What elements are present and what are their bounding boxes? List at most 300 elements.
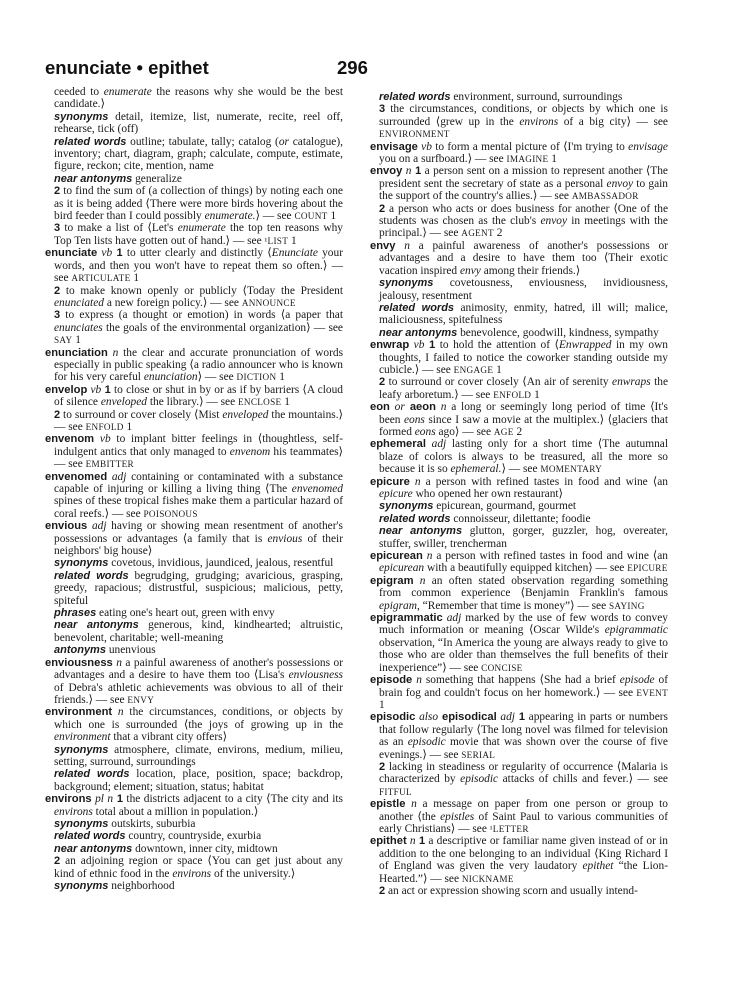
definition-text: since I saw a movie at the multiplex.⟩ ⟨glaciers that formed [379, 413, 668, 438]
definition-text: a long or seemingly long period of time ⟨It's been [379, 401, 668, 426]
definition-text: of the university.⟩ [211, 867, 296, 880]
dictionary-entry [370, 550, 668, 575]
part-of-speech: vb [417, 140, 432, 153]
entry-subsection [45, 136, 343, 173]
dictionary-entry [45, 657, 343, 707]
definition-text: of Saint Paul to various communities of early Christians⟩ — see [379, 810, 668, 835]
definition-text: the top ten reasons why Top Ten lists have gotten out of hand.⟩ — see [54, 222, 343, 247]
sense-number: 1 [411, 165, 422, 178]
definition-text: country, countryside, exurbia [125, 830, 262, 843]
definition-text: glutton, gorger, guzzler, hog, overeater, stuffer, swiller, trencherman [379, 525, 668, 550]
definition-text: something that happens ⟨She had a brief [421, 674, 620, 687]
definition-text: 1 [531, 388, 540, 401]
dictionary-entry [370, 612, 668, 674]
definition-text: 2 [493, 227, 503, 240]
headword: envisage [370, 140, 418, 153]
section-label: synonyms [379, 277, 434, 290]
part-of-speech: n [409, 475, 421, 488]
sense-number: 1 [424, 339, 436, 352]
section-label: near antonyms [54, 619, 139, 632]
definition-text: your words, and then you won't have to repeat them so often.⟩ — see [54, 247, 343, 285]
headword: episodic [370, 711, 416, 724]
definition-text: an act or expression showing scorn and usually intend- [385, 885, 638, 897]
example-italic: enwraps [612, 376, 651, 389]
right-column [370, 91, 668, 897]
entry-subsection [370, 376, 668, 401]
entry-subsection [370, 302, 668, 327]
entry-subsection [370, 525, 668, 550]
definition-text: detail, itemize, list, numerate, recite, reel off, rehearse, tick (off) [54, 110, 343, 136]
definition-text: containing or contaminated with a substance capable of injuring or killing a living thing ⟨The [54, 470, 343, 495]
example-italic: enveloped [100, 396, 147, 409]
definition-text: ⟩ — see [255, 210, 295, 223]
headword: ephemeral [370, 438, 426, 451]
definition-text: 1 [281, 396, 290, 409]
sense-number: 1 [112, 247, 123, 260]
definition-text: the circumstances, conditions, or objects by which one is surrounded ⟨grew up in the [379, 103, 668, 128]
headword: envoy [370, 165, 403, 178]
entry-subsection [370, 103, 668, 140]
section-label: synonyms [379, 500, 434, 513]
cross-reference: ANNOUNCE [241, 297, 296, 308]
definition-text: to find the sum of (a collection of things) by noting each one as it is being added ⟨There were more birds hovering about the bird feeder than I could possibly [54, 185, 343, 223]
part-of-speech: n [413, 574, 426, 587]
definition-text: among their friends.⟩ [480, 264, 581, 277]
dictionary-entry [370, 798, 668, 835]
definition-text: to utter clearly and distinctly ⟨ [122, 247, 272, 260]
definition-text: having or showing mean resentment of another's possessions or advantages ⟨a family that is [54, 520, 343, 545]
cross-reference: AGENT [461, 228, 494, 239]
headword: epicurean [370, 550, 423, 563]
entry-subsection [45, 557, 343, 569]
definition-text: the mountains.⟩ — see [54, 408, 343, 433]
section-label: near antonyms [54, 842, 133, 855]
dictionary-entry [370, 476, 668, 501]
dictionary-entry [45, 706, 343, 743]
example-italic: eons [403, 413, 425, 426]
definition-text: 1 [548, 153, 557, 166]
cross-reference: AMBASSADOR [571, 191, 639, 202]
part-of-speech: n [402, 165, 412, 178]
entry-subsection [45, 86, 343, 111]
entry-subsection [45, 855, 343, 880]
entry-subsection [45, 619, 343, 644]
definition-text: the reasons why she would be the best candidate.⟩ [54, 86, 344, 111]
sense-number: 2 [54, 185, 61, 198]
entry-subsection [45, 644, 343, 656]
cross-reference: CONCISE [481, 662, 523, 673]
headword: envious [45, 520, 88, 533]
dictionary-entry [370, 575, 668, 612]
definition-text: the leafy arboretum.⟩ — see [379, 376, 668, 401]
definition-text: begrudging, grudging; avaricious, grasping, greedy, rapacious; distrustful, suspicious; malicious, petty, spiteful [54, 569, 343, 607]
definition-text: atmosphere, climate, environs, medium, milieu, setting, surround, surroundings [54, 743, 343, 768]
definition-text: outskirts, suburbia [108, 817, 196, 830]
definition-text: 1 [327, 210, 337, 223]
definition-text: 1 [130, 272, 140, 285]
example-italic: enumerate. [204, 210, 256, 223]
definition-text: the library.⟩ — see [146, 396, 238, 409]
definition-text: to gain the support of the country's allies.⟩ — see [379, 177, 668, 203]
definition-text: you on a surfboard.⟩ — see [379, 153, 507, 166]
headword: envenomed [45, 470, 108, 483]
entry-subsection [370, 500, 668, 512]
entry-subsection [370, 513, 668, 525]
definition-text: to form a mental picture of ⟨I'm trying to [431, 140, 629, 153]
headword: epigram [370, 574, 414, 587]
cross-reference: COUNT [294, 211, 328, 222]
example-italic: enunciates [54, 321, 103, 334]
definition-text: 2 [513, 425, 523, 438]
definition-text: a new foreign policy.⟩ — see [103, 296, 242, 309]
dictionary-entry [45, 247, 343, 284]
example-italic: episodic [407, 736, 446, 749]
part-of-speech: vb [94, 433, 111, 446]
definition-text: a person sent on a mission to represent another ⟨The president sent the secretary of state as a personal [379, 165, 668, 190]
entry-subsection [45, 185, 343, 222]
cross-reference: SAY [54, 335, 73, 346]
left-column [45, 86, 343, 892]
headword: enunciation [45, 346, 108, 359]
sense-number: 2 [379, 885, 386, 897]
entry-subsection [45, 607, 343, 619]
definition-text: to implant bitter feelings in ⟨thoughtless, self-indulgent antics that only managed to [54, 433, 343, 458]
definition-text: a descriptive or familiar name given instead of or in addition to the one belonging to an individual ⟨King Richard I of England was given the very laudatory [379, 835, 668, 873]
definition-text: , “Remember that time is money”⟩ — see [416, 599, 609, 612]
definition-text: lacking in steadiness or regularity of occurrence ⟨Malaria is characterized by [379, 760, 668, 786]
dictionary-entry [370, 438, 668, 475]
cross-reference: EPICURE [627, 563, 668, 574]
entry-subsection [45, 222, 343, 247]
definition-text: of their neighbors' big house⟩ [54, 532, 343, 558]
definition-text: marked by the use of few words to convey much information or meaning ⟨Oscar Wilde's [379, 612, 668, 637]
entry-subsection [45, 285, 343, 310]
definition-text: a message on paper from one person or group to another ⟨the [379, 798, 668, 823]
cross-reference: ENGAGE [453, 364, 494, 375]
example-italic: enviousness [288, 669, 343, 682]
section-label: synonyms [54, 557, 109, 570]
section-label: phrases [54, 607, 97, 620]
dictionary-entry [45, 520, 343, 557]
definition-text: ago⟩ — see [435, 425, 494, 438]
example-italic: envious [267, 532, 303, 545]
headword: epithet [370, 835, 407, 848]
definition-text: of Debra's athletic achievements was obvious to all of their friends.⟩ — see [54, 681, 343, 706]
section-label: related words [379, 91, 451, 103]
entry-subsection [45, 768, 343, 793]
definition-text: 1 [288, 234, 297, 247]
entry-subsection [45, 880, 343, 892]
example-italic: enunciation [143, 371, 198, 384]
part-of-speech: vb [87, 383, 102, 396]
definition-text: who opened her own restaurant⟩ [412, 488, 563, 500]
entry-subsection [45, 173, 343, 185]
dictionary-entry [370, 835, 668, 885]
definition-text: spines of these tropical fishes make them a particular hazard of coral reefs.⟩ — see [54, 495, 343, 520]
cross-reference: SAYING [609, 600, 645, 611]
part-of-speech: n [112, 656, 122, 669]
definition-text: 1 [123, 420, 133, 433]
entry-subsection [370, 327, 668, 339]
entry-subsection [45, 570, 343, 607]
definition-text: ceeded to [54, 86, 104, 98]
definition-text: neighborhood [108, 880, 175, 892]
example-italic: epigram [379, 599, 417, 612]
example-italic: environs [172, 867, 212, 880]
definition-text: ⟩ — see [197, 371, 237, 384]
part-of-speech: n [405, 798, 417, 811]
headword: epicure [370, 475, 410, 488]
definition-text: 1 [72, 334, 81, 347]
entry-subsection [370, 91, 668, 103]
definition-text: to surround or cover closely ⟨Mist [60, 408, 223, 421]
section-label: related words [54, 569, 129, 582]
cross-reference: POISONOUS [143, 508, 198, 519]
headword: enviousness [45, 656, 113, 669]
example-italic: envy [459, 264, 481, 277]
definition-text: benevolence, goodwill, kindness, sympathy [457, 326, 659, 339]
example-italic: enveloped [222, 408, 269, 421]
section-label: related words [379, 301, 455, 314]
headword: envenom [45, 433, 95, 446]
definition-text: the goals of the environmental organization⟩ — see [102, 321, 343, 334]
definition-text: observation, “In America the young are always ready to give to those who are older than themselves the full benefits of their inexperience”⟩ — see [379, 636, 668, 674]
cross-reference: ARTICULATE [71, 273, 131, 284]
dictionary-entry [370, 674, 668, 711]
dictionary-entry [370, 240, 668, 277]
dictionary-entry [370, 711, 668, 761]
section-label: antonyms [54, 644, 106, 657]
definition-text: 1 [493, 363, 502, 376]
headword: environment [45, 706, 113, 719]
definition-text: appearing in parts or numbers that follow regularly ⟨The long novel was filmed for television as an [379, 711, 668, 749]
definition-text: downtown, inner city, midtown [132, 842, 278, 855]
definition-text: a person with refined tastes in food and wine ⟨an [432, 550, 668, 563]
part-of-speech: n [412, 674, 422, 687]
cross-reference: EVENT [636, 687, 668, 698]
section-label: synonyms [54, 817, 109, 830]
part-of-speech: or [389, 401, 405, 414]
headword: episodical [438, 711, 497, 724]
example-italic: or [278, 135, 289, 148]
definition-text: connoisseur, dilettante; foodie [450, 512, 591, 525]
sense-number: 2 [54, 855, 61, 868]
example-italic: enunciated [54, 296, 104, 309]
part-of-speech: adj [87, 520, 107, 533]
definition-text: to express (a thought or emotion) in words ⟨a paper that [60, 309, 343, 322]
cross-reference: ENFOLD [493, 389, 532, 400]
definition-text: “the Lion-Hearted.”⟩ — see [379, 860, 668, 885]
cross-reference: ¹LETTER [489, 823, 529, 834]
section-label: near antonyms [379, 326, 458, 339]
dictionary-entry [45, 471, 343, 521]
definition-text: 1 [379, 698, 385, 711]
definition-text: unenvious [105, 644, 156, 657]
sense-number: 3 [54, 309, 61, 322]
definition-text: eating one's heart out, green with envy [96, 607, 275, 620]
sense-number: 2 [379, 376, 386, 389]
section-label: synonyms [54, 110, 109, 123]
definition-text: 1 [276, 371, 285, 384]
example-italic: epigrammatic [604, 624, 668, 637]
part-of-speech: n [406, 835, 416, 848]
cross-reference: FITFUL [379, 786, 412, 797]
example-italic: epicurean [379, 562, 425, 575]
dictionary-entry [370, 339, 668, 376]
example-italic: enumerate [103, 86, 152, 98]
part-of-speech: adj [107, 470, 127, 483]
entry-subsection [45, 843, 343, 855]
headword: enwrap [370, 339, 410, 352]
example-italic: ephemeral. [450, 463, 502, 476]
definition-text: to make a list of ⟨Let's [60, 222, 178, 235]
sense-number: 2 [379, 202, 386, 215]
definition-text: of a big city⟩ — see [558, 115, 668, 128]
entry-subsection [45, 111, 343, 136]
sense-number: 2 [379, 760, 386, 773]
cross-reference: ENVY [127, 694, 155, 705]
cross-reference: ENFOLD [85, 421, 124, 432]
cross-reference: ENCLOSE [238, 397, 282, 408]
part-of-speech: pl n [91, 793, 114, 806]
cross-reference: ENVIRONMENT [379, 129, 450, 140]
example-italic: environs [54, 805, 93, 818]
part-of-speech: n [422, 550, 433, 563]
sense-number: 2 [54, 408, 61, 421]
definition-text: to make known openly or publicly ⟨Today the President [60, 284, 343, 297]
headword: eon [370, 401, 390, 414]
definition-text: ⟩ — see [501, 463, 541, 476]
definition-text: a person with refined tastes in food and wine ⟨an [420, 475, 668, 488]
definition-text: to surround or cover closely ⟨An air of serenity [385, 376, 613, 389]
dictionary-entry [45, 793, 343, 818]
cross-reference: MOMENTARY [540, 464, 603, 475]
part-of-speech: n [435, 401, 447, 414]
section-label: synonyms [54, 880, 109, 892]
example-italic: Enwrapped [558, 339, 612, 352]
headword: epistle [370, 798, 406, 811]
cross-reference: NICKNAME [461, 873, 514, 884]
definition-text: the circumstances, conditions, or objects by which one is surrounded ⟨the joys of growing up in the [54, 706, 343, 731]
headword: episode [370, 674, 413, 687]
dictionary-entry [45, 384, 343, 409]
definition-text: generous, kind, kindhearted; altruistic, benevolent, charitable; well-meaning [54, 619, 343, 644]
definition-text: total about a million in population.⟩ [92, 805, 259, 818]
dictionary-entry [45, 347, 343, 384]
sense-number: 3 [54, 222, 61, 235]
part-of-speech: adj [425, 438, 447, 451]
example-italic: envisage [628, 140, 668, 153]
definition-text: outline; tabulate, tally; catalog ( [126, 135, 279, 148]
part-of-speech: also [415, 711, 439, 724]
headword: aeon [404, 401, 436, 414]
definition-text: to hold the attention of ⟨ [435, 339, 559, 352]
part-of-speech: n [395, 239, 410, 252]
example-italic: envenom [229, 445, 271, 458]
headword: epigrammatic [370, 612, 443, 625]
part-of-speech: vb [97, 247, 113, 260]
sense-number: 1 [101, 383, 111, 396]
headword: enunciate [45, 247, 98, 260]
example-italic: epistles [440, 810, 475, 823]
definition-text: his teammates⟩ — see [54, 445, 343, 471]
definition-text: a person who acts or does business for another ⟨One of the students was chosen as the club's [379, 202, 668, 228]
cross-reference: DICTION [236, 372, 277, 383]
sense-number: 1 [514, 711, 525, 724]
section-label: related words [54, 768, 130, 781]
part-of-speech: n [112, 706, 124, 719]
dictionary-entry [370, 401, 668, 438]
definition-text: that a vibrant city offers⟩ [110, 731, 228, 744]
sense-number: 1 [113, 793, 123, 806]
example-italic: episodic [460, 773, 499, 786]
part-of-speech: adj [496, 711, 515, 724]
entry-subsection [45, 309, 343, 346]
section-label: near antonyms [54, 172, 133, 185]
definition-text: in my own thoughts, I failed to notice the coworker standing outside my cubicle.⟩ — see [379, 339, 668, 376]
definition-text: movie that was shown over the course of five evenings.⟩ — see [379, 736, 668, 761]
cross-reference: IMAGINE [506, 154, 549, 165]
example-italic: envoy [606, 177, 634, 190]
dictionary-entry [370, 165, 668, 202]
definition-text: with a beautifully equipped kitchen⟩ — see [424, 562, 628, 575]
dictionary-entry [45, 433, 343, 470]
sense-number: 2 [54, 284, 61, 297]
cross-reference: AGE [493, 426, 514, 437]
example-italic: epicure [379, 488, 413, 500]
definition-text: covetousness, enviousness, invidiousness, jealousy, resentment [379, 277, 668, 302]
definition-text: an often stated observation regarding something from common experience ⟨Benjamin Franklin's famous [379, 574, 668, 600]
example-italic: envenomed [291, 483, 343, 495]
example-italic: eons [414, 425, 436, 438]
section-label: related words [54, 830, 126, 843]
definition-text: location, place, position, space; backdrop, background; element; situation, status; habitat [54, 768, 343, 793]
definition-text: the clear and accurate pronunciation of words especially in public speaking ⟨a radio announcer who is known for his very careful [54, 346, 343, 384]
example-italic: episode [619, 674, 655, 687]
sense-number: 3 [379, 103, 386, 116]
cross-reference: ¹LIST [264, 235, 289, 246]
example-italic: envoy [540, 215, 567, 228]
entry-subsection [370, 277, 668, 302]
definition-text: in meetings with the principal.⟩ — see [379, 215, 668, 240]
definition-text: animosity, enmity, hatred, ill will; malice, maliciousness, spitefulness [379, 301, 668, 327]
example-italic: enumerate [177, 222, 226, 235]
definition-text: an adjoining region or space ⟨You can get just about any kind of ethnic food in the [54, 855, 343, 880]
example-italic: environment [54, 731, 111, 744]
entry-subsection [45, 818, 343, 830]
sense-number: 1 [415, 835, 426, 848]
section-label: related words [54, 135, 127, 148]
guide-words: enunciate • epithet [45, 57, 209, 78]
example-italic: epithet [582, 860, 614, 873]
page-number: 296 [337, 57, 368, 78]
dictionary-entry [370, 141, 668, 166]
entry-subsection [45, 409, 343, 434]
entry-subsection [45, 744, 343, 769]
headword: envelop [45, 383, 88, 396]
part-of-speech: vb [409, 339, 425, 352]
definition-text: a painful awareness of another's possessions or advantages and a desire to have them too ⟨Lisa's [54, 656, 344, 682]
section-label: synonyms [54, 743, 109, 756]
cross-reference: SERIAL [461, 749, 496, 760]
headword: envy [370, 239, 396, 252]
definition-text: covetous, invidious, jaundiced, jealous, resentful [108, 557, 334, 570]
entry-subsection [45, 830, 343, 842]
entry-subsection [370, 761, 668, 798]
definition-text: environment, surround, surroundings [450, 91, 623, 103]
example-italic: environs [519, 115, 559, 128]
definition-text: a painful awareness of another's possessions or advantages and a desire to have them too ⟨Their exotic vacation inspired [379, 239, 668, 277]
